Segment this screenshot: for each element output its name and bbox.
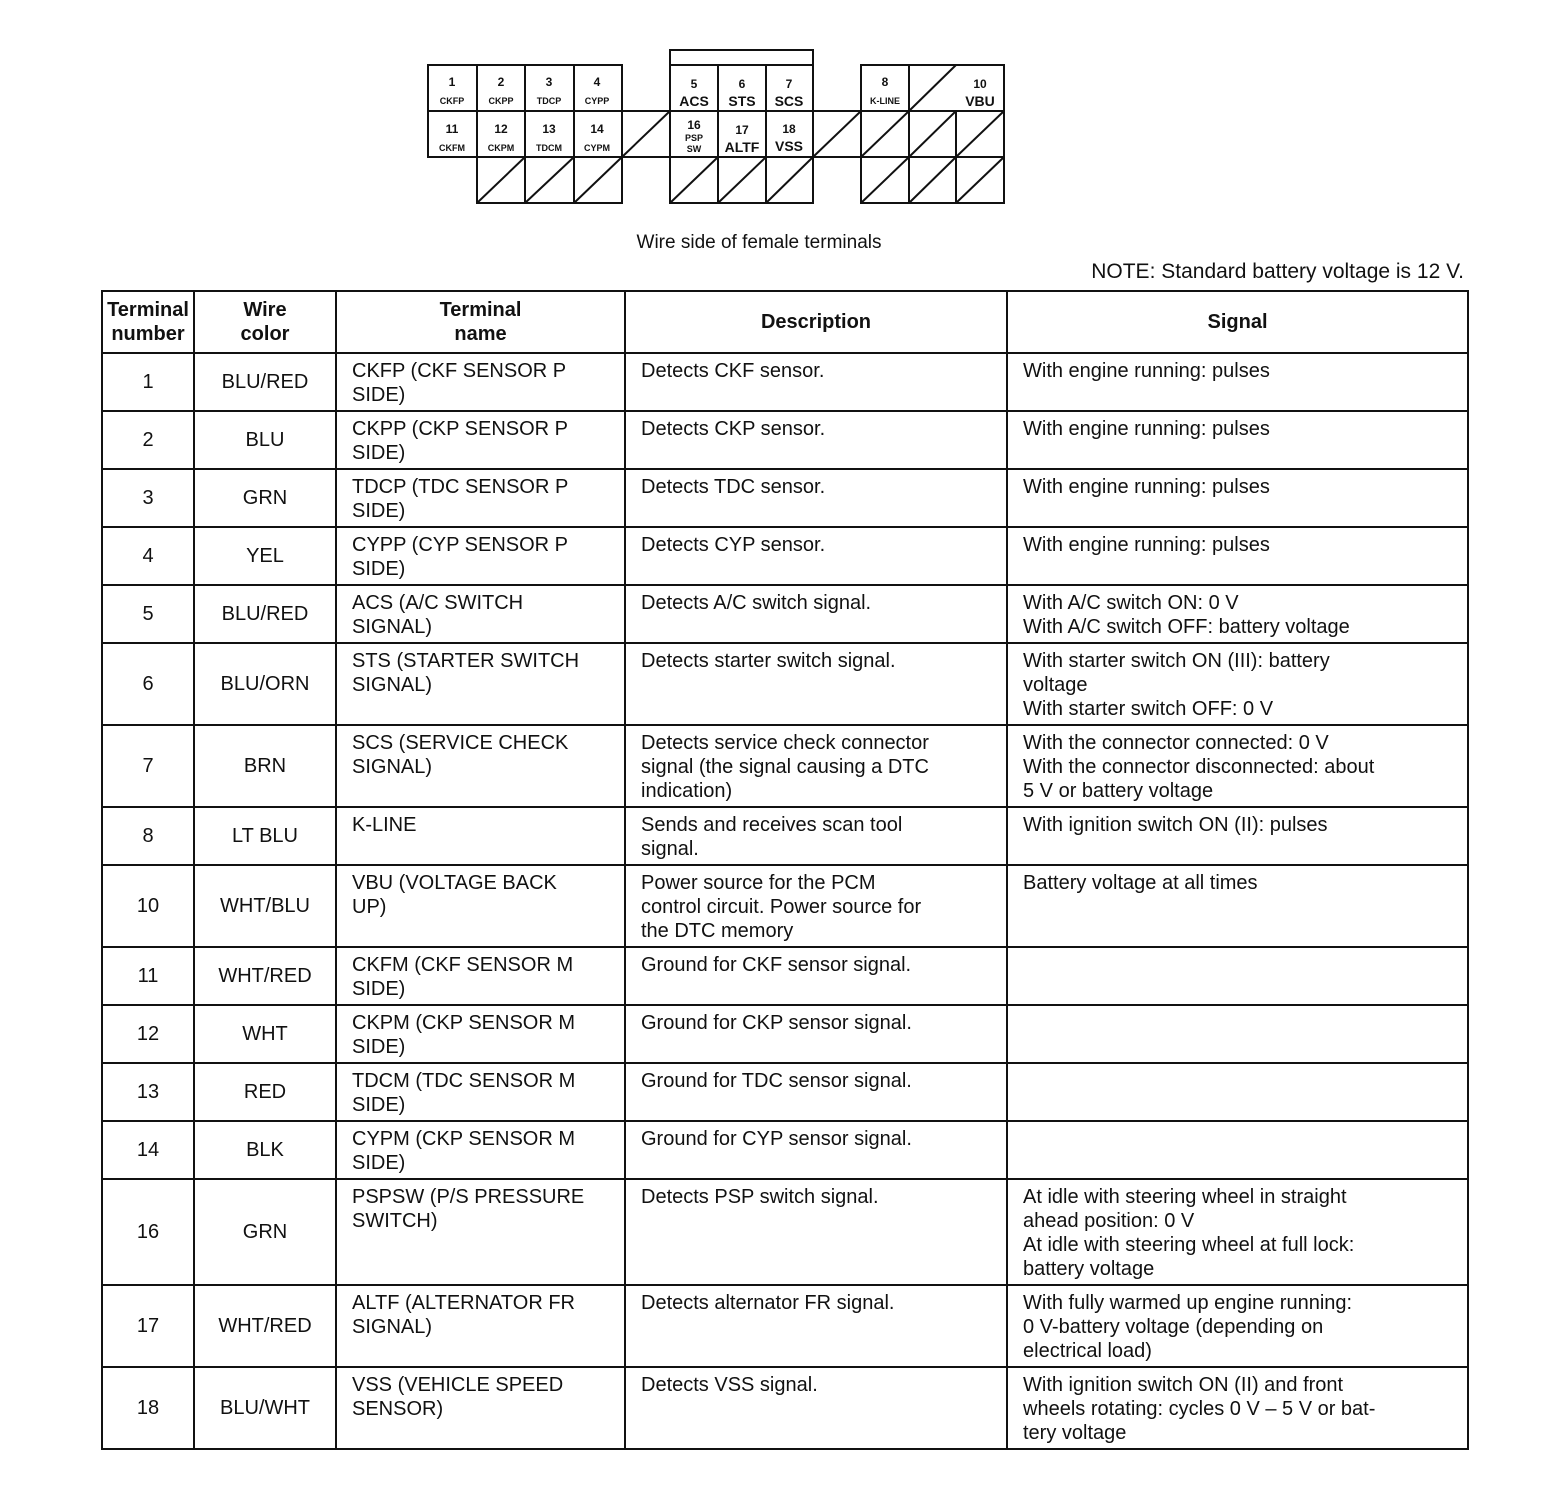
- description: Detects TDC sensor.: [625, 469, 1007, 527]
- connector-caption: Wire side of female terminals: [636, 232, 882, 253]
- terminal-11-number: 11: [445, 122, 459, 136]
- terminal-7-name: SCS: [774, 93, 804, 109]
- signal: At idle with steering wheel in straight ahead position: 0 V At idle with steering wheel at full lock: battery voltage: [1007, 1179, 1468, 1285]
- table-header-row: [102, 291, 1468, 353]
- terminal-16-name-line2: SW: [686, 144, 702, 154]
- terminal-5-number: 5: [690, 77, 698, 91]
- description: Ground for CYP sensor signal.: [625, 1121, 1007, 1179]
- terminal-number: 1: [102, 353, 194, 411]
- table-row: [102, 585, 1468, 643]
- table-row: [102, 947, 1468, 1005]
- terminal-name: CKFP (CKF SENSOR P SIDE): [336, 353, 625, 411]
- header-wire-color: Wire color: [194, 291, 336, 353]
- table-row: [102, 643, 1468, 725]
- signal: With engine running: pulses: [1007, 411, 1468, 469]
- terminal-name: ALTF (ALTERNATOR FR SIGNAL): [336, 1285, 625, 1367]
- terminal-name: CYPP (CYP SENSOR P SIDE): [336, 527, 625, 585]
- terminal-name: K-LINE: [336, 807, 625, 865]
- description: Detects CKP sensor.: [625, 411, 1007, 469]
- table-row: [102, 469, 1468, 527]
- description: Detects service check connector signal (the signal causing a DTC indication): [625, 725, 1007, 807]
- signal: [1007, 1063, 1468, 1121]
- wire-color: YEL: [194, 527, 336, 585]
- terminal-6-name: STS: [728, 93, 756, 109]
- table-row: [102, 411, 1468, 469]
- terminal-5-name: ACS: [679, 93, 709, 109]
- wire-color: WHT/RED: [194, 1285, 336, 1367]
- terminal-11-name: CKFM: [439, 143, 465, 153]
- terminal-name: STS (STARTER SWITCH SIGNAL): [336, 643, 625, 725]
- header-signal: Signal: [1007, 291, 1468, 353]
- signal: With fully warmed up engine running: 0 V-battery voltage (depending on electrical load): [1007, 1285, 1468, 1367]
- terminal-number: 6: [102, 643, 194, 725]
- signal: [1007, 1121, 1468, 1179]
- terminal-number: 10: [102, 865, 194, 947]
- wire-color: BLU/ORN: [194, 643, 336, 725]
- table-row: [102, 1179, 1468, 1285]
- terminal-number: 11: [102, 947, 194, 1005]
- terminal-12-number: 12: [494, 122, 508, 136]
- terminal-1-number: 1: [448, 75, 456, 89]
- terminal-number: 8: [102, 807, 194, 865]
- signal: With ignition switch ON (II): pulses: [1007, 807, 1468, 865]
- signal: With engine running: pulses: [1007, 353, 1468, 411]
- terminal-number: 4: [102, 527, 194, 585]
- signal: With engine running: pulses: [1007, 469, 1468, 527]
- table-row: [102, 527, 1468, 585]
- wire-color: BLU/WHT: [194, 1367, 336, 1449]
- terminal-name: CKFM (CKF SENSOR M SIDE): [336, 947, 625, 1005]
- terminal-10-number: 10: [973, 77, 987, 91]
- terminal-12-name: CKPM: [487, 143, 515, 153]
- wire-color: WHT: [194, 1005, 336, 1063]
- connector-gap-right: [813, 111, 861, 157]
- wire-color: LT BLU: [194, 807, 336, 865]
- table-row: [102, 725, 1468, 807]
- terminal-number: 2: [102, 411, 194, 469]
- header-terminal-name: Terminal name: [336, 291, 625, 353]
- header-description: Description: [625, 291, 1007, 353]
- signal: With A/C switch ON: 0 V With A/C switch OFF: battery voltage: [1007, 585, 1468, 643]
- description: Sends and receives scan tool signal.: [625, 807, 1007, 865]
- terminal-17-name: ALTF: [724, 139, 760, 155]
- terminal-name: CKPP (CKP SENSOR P SIDE): [336, 411, 625, 469]
- terminal-number: 17: [102, 1285, 194, 1367]
- header-terminal-number: Terminal number: [102, 291, 194, 353]
- terminal-14-name: CYPM: [583, 143, 611, 153]
- wire-color: BLU/RED: [194, 353, 336, 411]
- terminal-2-number: 2: [497, 75, 505, 89]
- terminal-number: 14: [102, 1121, 194, 1179]
- terminal-17-number: 17: [735, 123, 749, 137]
- wire-color: WHT/RED: [194, 947, 336, 1005]
- terminal-3-name: TDCP: [536, 96, 562, 106]
- terminal-table: [101, 290, 1469, 1450]
- signal: With engine running: pulses: [1007, 527, 1468, 585]
- terminal-8-number: 8: [881, 75, 889, 89]
- terminal-16-number: 16: [687, 118, 701, 132]
- wire-color: GRN: [194, 1179, 336, 1285]
- terminal-name: PSPSW (P/S PRESSURE SWITCH): [336, 1179, 625, 1285]
- description: Detects PSP switch signal.: [625, 1179, 1007, 1285]
- description: Detects alternator FR signal.: [625, 1285, 1007, 1367]
- terminal-name: VSS (VEHICLE SPEED SENSOR): [336, 1367, 625, 1449]
- wire-color: BLU: [194, 411, 336, 469]
- terminal-number: 16: [102, 1179, 194, 1285]
- terminal-6-number: 6: [738, 77, 746, 91]
- table-row: [102, 1285, 1468, 1367]
- terminal-name: SCS (SERVICE CHECK SIGNAL): [336, 725, 625, 807]
- terminal-7-number: 7: [785, 77, 793, 91]
- terminal-18-name: VSS: [774, 138, 804, 154]
- terminal-13-name: TDCM: [536, 143, 562, 153]
- terminal-name: TDCP (TDC SENSOR P SIDE): [336, 469, 625, 527]
- terminal-4-number: 4: [593, 75, 601, 89]
- terminal-1-name: CKFP: [439, 96, 465, 106]
- terminal-13-number: 13: [542, 122, 556, 136]
- battery-voltage-note: NOTE: Standard battery voltage is 12 V.: [1091, 260, 1464, 283]
- description: Detects CKF sensor.: [625, 353, 1007, 411]
- terminal-number: 5: [102, 585, 194, 643]
- terminal-name: ACS (A/C SWITCH SIGNAL): [336, 585, 625, 643]
- terminal-number: 3: [102, 469, 194, 527]
- wire-color: RED: [194, 1063, 336, 1121]
- terminal-4-name: CYPP: [584, 96, 610, 106]
- signal: [1007, 947, 1468, 1005]
- signal: [1007, 1005, 1468, 1063]
- terminal-name: VBU (VOLTAGE BACK UP): [336, 865, 625, 947]
- table-row: [102, 807, 1468, 865]
- description: Detects CYP sensor.: [625, 527, 1007, 585]
- wire-color: WHT/BLU: [194, 865, 336, 947]
- terminal-14-number: 14: [590, 122, 604, 136]
- description: Ground for CKP sensor signal.: [625, 1005, 1007, 1063]
- terminal-8-name: K-LINE: [870, 96, 900, 106]
- terminal-10-name: VBU: [965, 93, 995, 109]
- table-row: [102, 1063, 1468, 1121]
- description: Detects starter switch signal.: [625, 643, 1007, 725]
- signal: With the connector connected: 0 V With the connector disconnected: about 5 V or battery voltage: [1007, 725, 1468, 807]
- terminal-3-number: 3: [545, 75, 553, 89]
- description: Ground for TDC sensor signal.: [625, 1063, 1007, 1121]
- wire-color: BRN: [194, 725, 336, 807]
- terminal-name: CYPM (CKP SENSOR M SIDE): [336, 1121, 625, 1179]
- terminal-number: 12: [102, 1005, 194, 1063]
- terminal-name: CKPM (CKP SENSOR M SIDE): [336, 1005, 625, 1063]
- description: Power source for the PCM control circuit. Power source for the DTC memory: [625, 865, 1007, 947]
- terminal-number: 13: [102, 1063, 194, 1121]
- connector-diagram: [0, 0, 1568, 225]
- wire-color: BLU/RED: [194, 585, 336, 643]
- description: Ground for CKF sensor signal.: [625, 947, 1007, 1005]
- terminal-2-name: CKPP: [488, 96, 514, 106]
- description: Detects A/C switch signal.: [625, 585, 1007, 643]
- wire-color: GRN: [194, 469, 336, 527]
- signal: Battery voltage at all times: [1007, 865, 1468, 947]
- table-row: [102, 1367, 1468, 1449]
- table-row: [102, 865, 1468, 947]
- table-row: [102, 1005, 1468, 1063]
- table-row: [102, 1121, 1468, 1179]
- terminal-number: 7: [102, 725, 194, 807]
- wire-color: BLK: [194, 1121, 336, 1179]
- description: Detects VSS signal.: [625, 1367, 1007, 1449]
- signal: With starter switch ON (III): battery voltage With starter switch OFF: 0 V: [1007, 643, 1468, 725]
- terminal-number: 18: [102, 1367, 194, 1449]
- terminal-18-number: 18: [782, 122, 796, 136]
- table-row: [102, 353, 1468, 411]
- terminal-name: TDCM (TDC SENSOR M SIDE): [336, 1063, 625, 1121]
- signal: With ignition switch ON (II) and front wheels rotating: cycles 0 V – 5 V or bat- tery voltage: [1007, 1367, 1468, 1449]
- terminal-16-name-line1: PSP: [684, 133, 704, 143]
- connector-gap-left: [622, 111, 670, 157]
